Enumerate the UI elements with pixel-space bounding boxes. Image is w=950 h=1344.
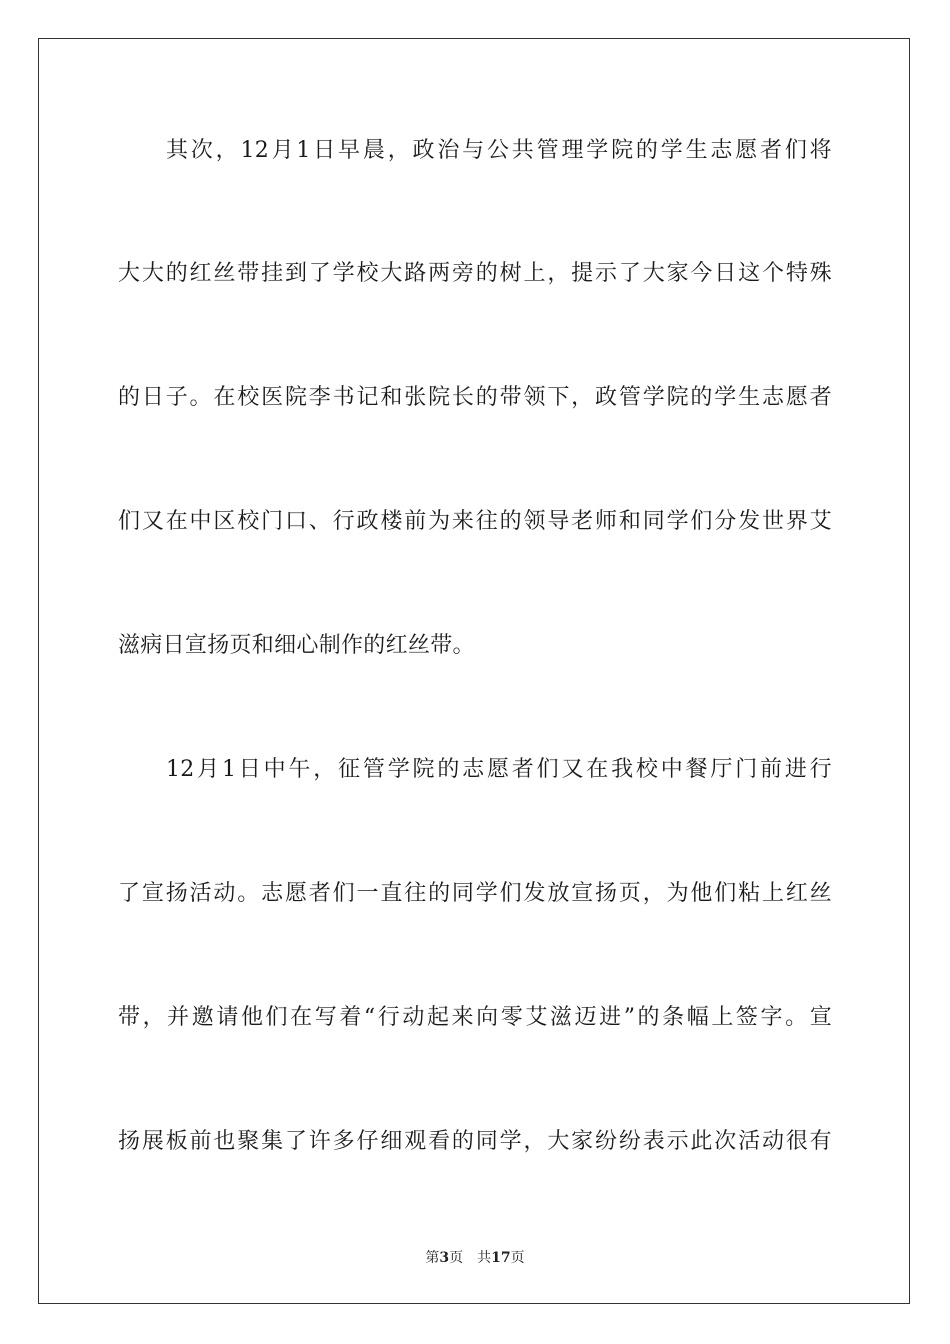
total-pages: 17 — [491, 1250, 511, 1266]
total-suffix: 页 — [510, 1250, 525, 1266]
paragraph-1-line-1: 其次，12月1日早晨，政治与公共管理学院的学生志愿者们将 — [166, 138, 832, 163]
paragraph-2-line-3: 带，并邀请他们在写着“行动起来向零艾滋迈进”的条幅上签字。宣 — [118, 1005, 832, 1030]
page-prefix: 第 — [425, 1250, 440, 1266]
paragraph-2-line-2: 了宣扬活动。志愿者们一直往的同学们发放宣扬页，为他们粘上红丝 — [118, 881, 832, 906]
paragraph-1-line-2: 大大的红丝带挂到了学校大路两旁的树上，提示了大家今日这个特殊 — [118, 261, 832, 286]
total-prefix: 共 — [477, 1250, 492, 1266]
paragraph-2-line-1: 12月1日中午，征管学院的志愿者们又在我校中餐厅门前进行 — [166, 757, 832, 782]
paragraph-2-line-4: 扬展板前也聚集了许多仔细观看的同学，大家纷纷表示此次活动很有 — [118, 1129, 832, 1154]
page-footer — [0, 1249, 950, 1267]
paragraph-1-line-3: 的日子。在校医院李书记和张院长的带领下，政管学院的学生志愿者 — [118, 385, 832, 410]
page-suffix: 页 — [449, 1250, 464, 1266]
page-number: 3 — [439, 1250, 450, 1266]
paragraph-1-line-4: 们又在中区校门口、行政楼前为来往的领导老师和同学们分发世界艾 — [118, 509, 832, 534]
paragraph-1-line-5: 滋病日宣扬页和细心制作的红丝带。 — [118, 633, 475, 658]
page-border — [38, 38, 910, 1304]
